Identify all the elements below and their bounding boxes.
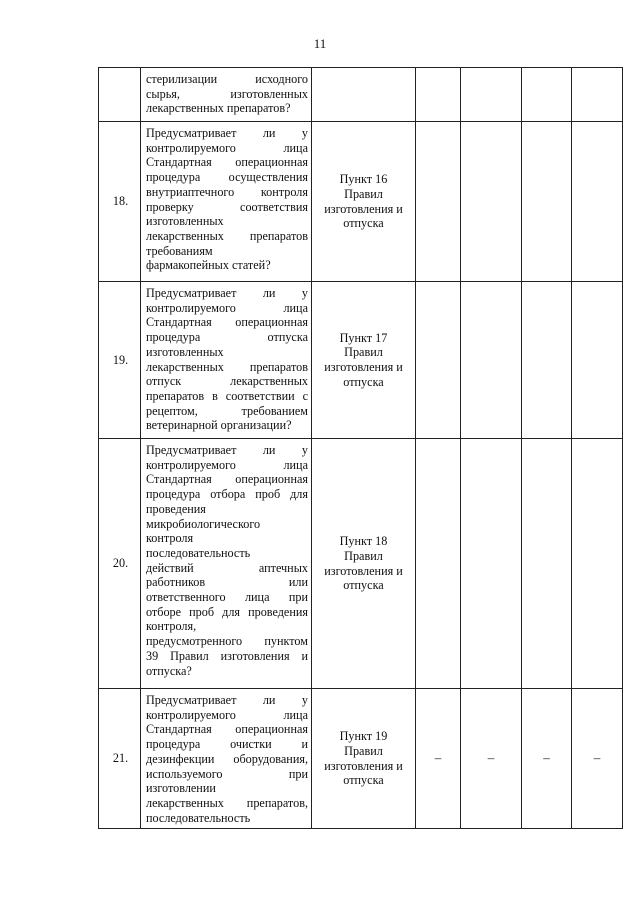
question-line: процедура осуществления xyxy=(146,170,308,185)
question-line: Предусматривает ли у xyxy=(146,443,308,457)
question-line: 39 Правил изготовления и xyxy=(146,648,308,663)
reference-line: изготовления и xyxy=(324,201,403,216)
question-line: контроля, xyxy=(146,619,197,634)
reference-line: Пункт 17 xyxy=(339,330,388,345)
checklist-table xyxy=(98,67,623,829)
question-cell xyxy=(141,282,312,439)
reference-line: изготовления и xyxy=(324,758,403,773)
question-line: стерилизации исходного xyxy=(146,72,308,86)
question-cell xyxy=(141,122,312,282)
table-row xyxy=(99,439,623,689)
question-line: фармакопейных статей? xyxy=(146,258,271,273)
answer-cell xyxy=(522,122,572,282)
question-line: Стандартная операционная xyxy=(146,315,308,330)
table-row xyxy=(99,122,623,282)
question-cell xyxy=(141,68,312,122)
table-row xyxy=(99,68,623,122)
answer-cell xyxy=(522,282,572,439)
answer-cell xyxy=(416,439,461,689)
question-line: лекарственных препаратов xyxy=(146,228,308,243)
question-line: процедура отпуска xyxy=(146,330,308,345)
question-line: отборе проб для проведения xyxy=(146,604,308,619)
page-number: 11 xyxy=(313,36,327,51)
answer-cell xyxy=(522,689,572,829)
table-row xyxy=(99,689,623,829)
question-cell xyxy=(141,689,312,829)
answer-cell xyxy=(572,282,623,439)
answer-cell xyxy=(522,68,572,122)
reference-cell xyxy=(312,689,416,829)
answer-mark: – xyxy=(543,750,550,766)
row-number: 19. xyxy=(99,282,141,439)
question-line: препаратов в соответствии с xyxy=(146,388,308,403)
reference-line: отпуска xyxy=(343,773,384,788)
answer-cell xyxy=(572,122,623,282)
question-line: ответственного лица при xyxy=(146,590,308,605)
reference-line: Правил xyxy=(344,186,383,201)
question-line: изготовлении xyxy=(146,781,216,796)
answer-cell xyxy=(572,689,623,829)
question-line: внутриаптечного контроля xyxy=(146,184,308,199)
answer-cell xyxy=(416,122,461,282)
question-line: требованиям xyxy=(146,243,213,258)
reference-line: Правил xyxy=(344,743,383,758)
reference-cell xyxy=(312,68,416,122)
question-line: используемого при xyxy=(146,766,308,781)
question-line: отпуск лекарственных xyxy=(146,374,308,389)
answer-cell xyxy=(416,68,461,122)
question-line: процедура отбора проб для xyxy=(146,487,308,502)
question-line: Предусматривает ли у xyxy=(146,286,308,300)
question-cell xyxy=(141,439,312,689)
question-line: Стандартная операционная xyxy=(146,472,308,487)
answer-mark: – xyxy=(593,750,601,766)
question-line: лекарственных препаратов xyxy=(146,359,308,374)
question-line: контроля xyxy=(146,531,194,546)
question-line: лекарственных препаратов? xyxy=(146,101,291,116)
question-line: контролируемого лица xyxy=(146,300,308,315)
question-line: процедура очистки и xyxy=(146,737,308,752)
answer-cell xyxy=(461,68,522,122)
question-line: последовательность xyxy=(146,810,251,825)
reference-line: Пункт 19 xyxy=(339,729,388,744)
reference-line: изготовления и xyxy=(324,563,403,578)
answer-cell xyxy=(522,439,572,689)
reference-line: Пункт 16 xyxy=(339,172,388,187)
question-line: Стандартная операционная xyxy=(146,155,308,170)
reference-line: Правил xyxy=(344,548,383,563)
question-line: работников или xyxy=(146,575,308,590)
question-line: Предусматривает ли у xyxy=(146,126,308,140)
answer-cell xyxy=(572,68,623,122)
row-number: 20. xyxy=(99,439,141,689)
answer-cell xyxy=(461,689,522,829)
table-row xyxy=(99,282,623,439)
question-line: микробиологического xyxy=(146,516,261,531)
reference-line: Правил xyxy=(344,345,383,360)
question-line: действий аптечных xyxy=(146,560,308,575)
question-line: проверку соответствия xyxy=(146,199,308,214)
reference-cell xyxy=(312,282,416,439)
row-number: 21. xyxy=(99,689,141,829)
reference-line: изготовления и xyxy=(324,360,403,374)
row-number xyxy=(99,68,141,122)
question-line: дезинфекции оборудования, xyxy=(146,751,308,766)
reference-line: отпуска xyxy=(343,374,384,389)
question-line: ветеринарной организации? xyxy=(146,418,292,433)
question-line: сырья, изготовленных xyxy=(146,86,308,101)
reference-cell xyxy=(312,122,416,282)
answer-mark: – xyxy=(487,750,495,766)
question-line: последовательность xyxy=(146,545,251,560)
answer-cell xyxy=(416,282,461,439)
row-number: 18. xyxy=(99,122,141,282)
reference-line: Пункт 18 xyxy=(339,534,388,549)
question-line: контролируемого лица xyxy=(146,140,308,155)
reference-line: отпуска xyxy=(343,578,384,593)
answer-cell xyxy=(461,122,522,282)
question-line: отпуска? xyxy=(146,663,192,678)
question-line: рецептом, требованием xyxy=(146,403,308,418)
answer-mark: – xyxy=(434,750,442,766)
question-line: изготовленных xyxy=(146,344,224,359)
answer-cell xyxy=(572,439,623,689)
question-line: предусмотренного пунктом xyxy=(146,634,308,649)
question-line: изготовленных xyxy=(146,214,224,229)
question-line: проведения xyxy=(146,501,206,516)
question-line: контролируемого лица xyxy=(146,707,308,722)
question-line: контролируемого лица xyxy=(146,457,308,472)
answer-cell xyxy=(461,282,522,439)
reference-cell xyxy=(312,439,416,689)
question-line: лекарственных препаратов, xyxy=(146,795,308,810)
question-line: Стандартная операционная xyxy=(146,722,308,737)
reference-line: отпуска xyxy=(343,216,384,231)
answer-cell xyxy=(416,689,461,829)
question-line: Предусматривает ли у xyxy=(146,693,308,707)
answer-cell xyxy=(461,439,522,689)
